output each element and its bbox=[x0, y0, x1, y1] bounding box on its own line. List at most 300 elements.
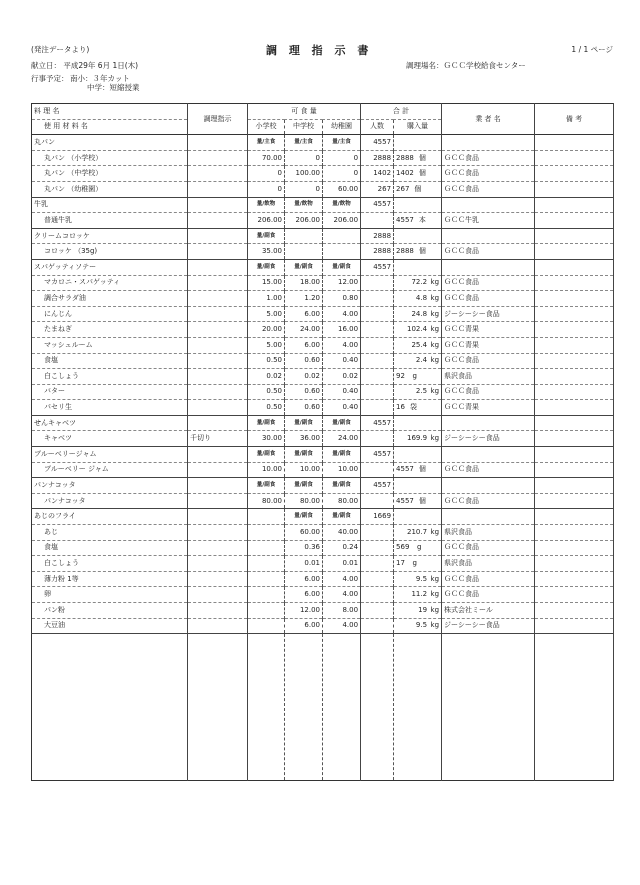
purchase-amount-cell bbox=[394, 431, 442, 447]
header-people: 人数 bbox=[361, 119, 394, 135]
material-name-cell: 白こしょう bbox=[32, 369, 188, 385]
instruction-cell bbox=[188, 509, 248, 525]
header-vendor: 業 者 名 bbox=[442, 104, 535, 135]
header-row-1 bbox=[32, 104, 614, 120]
ingredient-row bbox=[32, 431, 614, 447]
material-name-cell: バター bbox=[32, 384, 188, 400]
ingredient-row bbox=[32, 525, 614, 541]
note-cell bbox=[535, 525, 614, 541]
people-count-cell: 4557 bbox=[361, 415, 394, 431]
purchase-amount-cell bbox=[394, 166, 442, 182]
kindergarten-amount-cell: 8.00 bbox=[323, 603, 361, 619]
header-total: 合 計 bbox=[361, 104, 442, 120]
dish-row bbox=[32, 135, 614, 151]
middle-amount-cell: 1.20 bbox=[285, 291, 323, 307]
vendor-cell bbox=[442, 447, 535, 463]
note-cell bbox=[535, 400, 614, 416]
purchase-unit: g bbox=[412, 559, 417, 568]
purchase-amount-cell bbox=[394, 213, 442, 229]
purchase-amount-cell bbox=[394, 509, 442, 525]
note-cell bbox=[535, 150, 614, 166]
elementary-amount-cell bbox=[248, 587, 285, 603]
purchase-amount-cell bbox=[394, 603, 442, 619]
blank-cell bbox=[248, 634, 285, 781]
elementary-amount-cell: 5.00 bbox=[248, 337, 285, 353]
people-count-cell bbox=[361, 493, 394, 509]
purchase-amount-cell bbox=[394, 525, 442, 541]
vendor-cell: 県沢食品 bbox=[442, 369, 535, 385]
purchase-amount-cell bbox=[394, 259, 442, 275]
people-count-cell bbox=[361, 353, 394, 369]
middle-amount-cell: 量/主食 bbox=[285, 135, 323, 151]
instruction-cell bbox=[188, 244, 248, 260]
vendor-cell bbox=[442, 509, 535, 525]
kindergarten-amount-cell: 16.00 bbox=[323, 322, 361, 338]
note-cell bbox=[535, 540, 614, 556]
elementary-amount-cell bbox=[248, 540, 285, 556]
elementary-amount-cell: 70.00 bbox=[248, 150, 285, 166]
elementary-amount-cell bbox=[248, 556, 285, 572]
instruction-cell bbox=[188, 181, 248, 197]
note-cell bbox=[535, 213, 614, 229]
instruction-cell bbox=[188, 571, 248, 587]
vendor-cell: ＧＣＣ食品 bbox=[442, 571, 535, 587]
purchase-value: 210.7 bbox=[407, 527, 428, 536]
purchase-unit: kg bbox=[430, 325, 440, 334]
purchase-value: 9.5 bbox=[415, 621, 428, 630]
kindergarten-amount-cell: 量/副食 bbox=[323, 259, 361, 275]
people-count-cell: 1669 bbox=[361, 509, 394, 525]
purchase-amount-cell bbox=[394, 618, 442, 634]
vendor-cell: 県沢食品 bbox=[442, 525, 535, 541]
people-count-cell bbox=[361, 400, 394, 416]
kindergarten-amount-cell bbox=[323, 228, 361, 244]
purchase-amount-cell bbox=[394, 478, 442, 494]
blank-cell bbox=[361, 634, 394, 781]
vendor-cell bbox=[442, 415, 535, 431]
blank-cell bbox=[32, 634, 188, 781]
middle-amount-cell: 10.00 bbox=[285, 462, 323, 478]
purchase-unit: kg bbox=[430, 621, 440, 630]
vendor-cell bbox=[442, 259, 535, 275]
material-name-cell: パセリ生 bbox=[32, 400, 188, 416]
kindergarten-amount-cell: 0.02 bbox=[323, 369, 361, 385]
kindergarten-amount-cell bbox=[323, 244, 361, 260]
purchase-amount-cell bbox=[394, 493, 442, 509]
purchase-unit: 個 bbox=[418, 169, 426, 178]
middle-amount-cell: 0.60 bbox=[285, 400, 323, 416]
people-count-cell: 4557 bbox=[361, 478, 394, 494]
note-cell bbox=[535, 415, 614, 431]
purchase-unit: kg bbox=[430, 434, 440, 443]
ingredient-row bbox=[32, 291, 614, 307]
purchase-amount-cell bbox=[394, 540, 442, 556]
kindergarten-amount-cell: 0.40 bbox=[323, 353, 361, 369]
instruction-cell bbox=[188, 213, 248, 229]
people-count-cell bbox=[361, 618, 394, 634]
kindergarten-amount-cell: 0.01 bbox=[323, 556, 361, 572]
event-line-1: 南小：３年カット bbox=[70, 74, 130, 83]
purchase-amount-cell bbox=[394, 337, 442, 353]
instruction-cell bbox=[188, 384, 248, 400]
purchase-amount-cell bbox=[394, 181, 442, 197]
purchase-unit: kg bbox=[430, 309, 440, 318]
instruction-cell bbox=[188, 556, 248, 572]
kindergarten-amount-cell: 0.40 bbox=[323, 384, 361, 400]
elementary-amount-cell: 量/主食 bbox=[248, 135, 285, 151]
people-count-cell: 4557 bbox=[361, 197, 394, 213]
middle-amount-cell: 0.60 bbox=[285, 353, 323, 369]
instruction-cell bbox=[188, 369, 248, 385]
elementary-amount-cell: 10.00 bbox=[248, 462, 285, 478]
material-name-cell: 丸パン bbox=[32, 135, 188, 151]
header-middle: 中学校 bbox=[285, 119, 323, 135]
middle-amount-cell: 100.00 bbox=[285, 166, 323, 182]
note-cell bbox=[535, 556, 614, 572]
vendor-cell bbox=[442, 135, 535, 151]
instruction-cell bbox=[188, 587, 248, 603]
material-name-cell: 白こしょう bbox=[32, 556, 188, 572]
note-cell bbox=[535, 493, 614, 509]
event-label: 行事予定： bbox=[31, 74, 69, 83]
kindergarten-amount-cell: 量/副食 bbox=[323, 415, 361, 431]
purchase-unit: kg bbox=[430, 356, 440, 365]
elementary-amount-cell bbox=[248, 525, 285, 541]
elementary-amount-cell: 量/副食 bbox=[248, 259, 285, 275]
note-cell bbox=[535, 291, 614, 307]
purchase-value: 1402 bbox=[396, 169, 414, 178]
kindergarten-amount-cell: 0.24 bbox=[323, 540, 361, 556]
material-name-cell: たまねぎ bbox=[32, 322, 188, 338]
purchase-value: 72.2 bbox=[411, 278, 428, 287]
note-cell bbox=[535, 603, 614, 619]
people-count-cell bbox=[361, 291, 394, 307]
kindergarten-amount-cell: 40.00 bbox=[323, 525, 361, 541]
vendor-cell: ＧＣＣ青果 bbox=[442, 400, 535, 416]
instruction-cell: 千切り bbox=[188, 431, 248, 447]
instruction-cell bbox=[188, 275, 248, 291]
purchase-value: 17 bbox=[396, 559, 405, 568]
kindergarten-amount-cell: 4.00 bbox=[323, 337, 361, 353]
ingredient-row bbox=[32, 369, 614, 385]
material-name-cell: コロッケ （35g) bbox=[32, 244, 188, 260]
kindergarten-amount-cell: 60.00 bbox=[323, 181, 361, 197]
purchase-unit: 個 bbox=[418, 247, 426, 256]
elementary-amount-cell bbox=[248, 603, 285, 619]
elementary-amount-cell: 80.00 bbox=[248, 493, 285, 509]
material-name-cell: 食塩 bbox=[32, 540, 188, 556]
vendor-cell: ＧＣＣ食品 bbox=[442, 291, 535, 307]
kindergarten-amount-cell: 量/主食 bbox=[323, 135, 361, 151]
instruction-cell bbox=[188, 525, 248, 541]
purchase-amount-cell bbox=[394, 275, 442, 291]
header-menu: 料 理 名 bbox=[32, 104, 188, 120]
purchase-unit: 本 bbox=[418, 215, 426, 224]
purchase-value: 2.5 bbox=[415, 387, 428, 396]
header-instruction: 調理指示 bbox=[188, 104, 248, 135]
elementary-amount-cell: 15.00 bbox=[248, 275, 285, 291]
elementary-amount-cell bbox=[248, 571, 285, 587]
kindergarten-amount-cell: 量/副食 bbox=[323, 447, 361, 463]
material-name-cell: ブルーベリー ジャム bbox=[32, 462, 188, 478]
ingredient-row bbox=[32, 400, 614, 416]
people-count-cell bbox=[361, 556, 394, 572]
vendor-cell: ＧＣＣ食品 bbox=[442, 166, 535, 182]
header-purchase: 購入量 bbox=[394, 119, 442, 135]
purchase-unit: kg bbox=[430, 590, 440, 599]
elementary-amount-cell: 0.50 bbox=[248, 384, 285, 400]
material-name-cell: 調合サラダ油 bbox=[32, 291, 188, 307]
purchase-value: 569 bbox=[396, 543, 410, 552]
middle-amount-cell: 量/副食 bbox=[285, 259, 323, 275]
instruction-cell bbox=[188, 618, 248, 634]
elementary-amount-cell: 量/副食 bbox=[248, 447, 285, 463]
note-cell bbox=[535, 197, 614, 213]
ingredient-row bbox=[32, 540, 614, 556]
people-count-cell: 2888 bbox=[361, 244, 394, 260]
header-edible: 可 食 量 bbox=[248, 104, 361, 120]
note-cell bbox=[535, 244, 614, 260]
middle-amount-cell: 6.00 bbox=[285, 306, 323, 322]
dish-row bbox=[32, 447, 614, 463]
purchase-unit: g bbox=[416, 543, 422, 552]
material-name-cell: 牛乳 bbox=[32, 197, 188, 213]
middle-amount-cell: 80.00 bbox=[285, 493, 323, 509]
purchase-amount-cell bbox=[394, 400, 442, 416]
vendor-cell: ＧＣＣ食品 bbox=[442, 150, 535, 166]
elementary-amount-cell: 0.50 bbox=[248, 353, 285, 369]
instruction-cell bbox=[188, 462, 248, 478]
vendor-cell: ジーシーシー食品 bbox=[442, 431, 535, 447]
middle-amount-cell: 6.00 bbox=[285, 571, 323, 587]
people-count-cell bbox=[361, 431, 394, 447]
material-name-cell: 丸パン （中学校） bbox=[32, 166, 188, 182]
ingredient-row bbox=[32, 462, 614, 478]
ingredient-row bbox=[32, 166, 614, 182]
purchase-value: 4557 bbox=[396, 496, 414, 505]
menu-date: 献立日： 平成29年 6月 1日(木) bbox=[31, 61, 139, 70]
purchase-amount-cell bbox=[394, 353, 442, 369]
note-cell bbox=[535, 431, 614, 447]
people-count-cell bbox=[361, 275, 394, 291]
people-count-cell bbox=[361, 540, 394, 556]
purchase-value: 4.8 bbox=[415, 293, 428, 302]
purchase-unit: kg bbox=[430, 527, 440, 536]
instruction-cell bbox=[188, 415, 248, 431]
instruction-cell bbox=[188, 135, 248, 151]
material-name-cell: 薄力粉 1等 bbox=[32, 571, 188, 587]
instruction-cell bbox=[188, 306, 248, 322]
people-count-cell bbox=[361, 587, 394, 603]
purchase-value: 25.4 bbox=[411, 340, 428, 349]
people-count-cell: 267 bbox=[361, 181, 394, 197]
material-name-cell: にんじん bbox=[32, 306, 188, 322]
purchase-unit: 個 bbox=[418, 496, 426, 505]
middle-amount-cell: 0.60 bbox=[285, 384, 323, 400]
note-cell bbox=[535, 322, 614, 338]
purchase-value: 4557 bbox=[396, 215, 414, 224]
elementary-amount-cell: 量/飲物 bbox=[248, 197, 285, 213]
purchase-unit: 個 bbox=[418, 153, 426, 162]
material-name-cell: あじのフライ bbox=[32, 509, 188, 525]
vendor-cell: ジーシーシー食品 bbox=[442, 306, 535, 322]
document-title: 調 理 指 示 書 bbox=[266, 44, 373, 57]
instruction-cell bbox=[188, 337, 248, 353]
blank-area-row bbox=[32, 634, 614, 781]
vendor-cell: 県沢食品 bbox=[442, 556, 535, 572]
purchase-amount-cell bbox=[394, 571, 442, 587]
purchase-amount-cell bbox=[394, 384, 442, 400]
blank-cell bbox=[285, 634, 323, 781]
blank-cell bbox=[442, 634, 535, 781]
purchase-value: 4557 bbox=[396, 465, 414, 474]
kindergarten-amount-cell: 4.00 bbox=[323, 587, 361, 603]
note-cell bbox=[535, 337, 614, 353]
middle-amount-cell: 36.00 bbox=[285, 431, 323, 447]
material-name-cell: せんキャベツ bbox=[32, 415, 188, 431]
header-kindergarten: 幼稚園 bbox=[323, 119, 361, 135]
ingredient-row bbox=[32, 181, 614, 197]
purchase-amount-cell bbox=[394, 556, 442, 572]
people-count-cell: 4557 bbox=[361, 259, 394, 275]
instruction-cell bbox=[188, 259, 248, 275]
people-count-cell bbox=[361, 525, 394, 541]
ingredient-row bbox=[32, 587, 614, 603]
blank-cell bbox=[188, 634, 248, 781]
vendor-cell: ＧＣＣ青果 bbox=[442, 337, 535, 353]
note-cell bbox=[535, 447, 614, 463]
purchase-unit: 個 bbox=[414, 184, 422, 193]
purchase-amount-cell bbox=[394, 415, 442, 431]
vendor-cell bbox=[442, 478, 535, 494]
material-name-cell: 卵 bbox=[32, 587, 188, 603]
middle-amount-cell: 0.02 bbox=[285, 369, 323, 385]
purchase-amount-cell bbox=[394, 322, 442, 338]
instruction-cell bbox=[188, 447, 248, 463]
kindergarten-amount-cell: 0 bbox=[323, 150, 361, 166]
instruction-cell bbox=[188, 166, 248, 182]
kitchen-name: 調理場名：ＧＣＣ学校給食センター bbox=[406, 61, 526, 70]
instruction-cell bbox=[188, 493, 248, 509]
material-name-cell: マッシュルーム bbox=[32, 337, 188, 353]
elementary-amount-cell: 量/副食 bbox=[248, 478, 285, 494]
vendor-cell bbox=[442, 228, 535, 244]
purchase-amount-cell bbox=[394, 197, 442, 213]
elementary-amount-cell bbox=[248, 618, 285, 634]
dish-row bbox=[32, 228, 614, 244]
note-cell bbox=[535, 384, 614, 400]
people-count-cell: 4557 bbox=[361, 447, 394, 463]
material-name-cell: 丸パン （小学校） bbox=[32, 150, 188, 166]
note-cell bbox=[535, 135, 614, 151]
elementary-amount-cell: 20.00 bbox=[248, 322, 285, 338]
elementary-amount-cell: 量/副食 bbox=[248, 415, 285, 431]
dish-row bbox=[32, 197, 614, 213]
header-elementary: 小学校 bbox=[248, 119, 285, 135]
middle-amount-cell: 6.00 bbox=[285, 337, 323, 353]
ingredient-row bbox=[32, 556, 614, 572]
people-count-cell bbox=[361, 462, 394, 478]
note-cell bbox=[535, 353, 614, 369]
note-cell bbox=[535, 587, 614, 603]
people-count-cell: 4557 bbox=[361, 135, 394, 151]
cooking-instruction-table bbox=[31, 103, 614, 781]
people-count-cell: 1402 bbox=[361, 166, 394, 182]
kindergarten-amount-cell: 量/副食 bbox=[323, 478, 361, 494]
middle-amount-cell: 量/副食 bbox=[285, 447, 323, 463]
note-cell bbox=[535, 259, 614, 275]
purchase-value: 2.4 bbox=[415, 356, 428, 365]
people-count-cell bbox=[361, 337, 394, 353]
kindergarten-amount-cell: 量/飲物 bbox=[323, 197, 361, 213]
purchase-value: 169.9 bbox=[407, 434, 428, 443]
middle-amount-cell: 60.00 bbox=[285, 525, 323, 541]
kindergarten-amount-cell: 12.00 bbox=[323, 275, 361, 291]
purchase-value: 9.5 bbox=[415, 574, 428, 583]
ingredient-row bbox=[32, 275, 614, 291]
people-count-cell bbox=[361, 306, 394, 322]
instruction-cell bbox=[188, 150, 248, 166]
middle-amount-cell: 6.00 bbox=[285, 618, 323, 634]
vendor-cell: 株式会社ミール bbox=[442, 603, 535, 619]
vendor-cell: ＧＣＣ食品 bbox=[442, 587, 535, 603]
note-cell bbox=[535, 275, 614, 291]
purchase-amount-cell bbox=[394, 244, 442, 260]
vendor-cell: ＧＣＣ食品 bbox=[442, 244, 535, 260]
purchase-value: 2888 bbox=[396, 153, 414, 162]
note-cell bbox=[535, 166, 614, 182]
kindergarten-amount-cell: 206.00 bbox=[323, 213, 361, 229]
dish-row bbox=[32, 259, 614, 275]
elementary-amount-cell: 5.00 bbox=[248, 306, 285, 322]
event-line-2: 中学：短縮授業 bbox=[87, 83, 140, 92]
instruction-cell bbox=[188, 197, 248, 213]
purchase-value: 11.2 bbox=[411, 590, 428, 599]
material-name-cell: 大豆油 bbox=[32, 618, 188, 634]
middle-amount-cell: 量/副食 bbox=[285, 478, 323, 494]
vendor-cell: ＧＣＣ食品 bbox=[442, 493, 535, 509]
middle-amount-cell: 量/飲物 bbox=[285, 197, 323, 213]
instruction-cell bbox=[188, 400, 248, 416]
page-number: 1 / 1 ページ bbox=[571, 45, 613, 54]
purchase-unit: g bbox=[412, 371, 417, 380]
ingredient-row bbox=[32, 618, 614, 634]
instruction-cell bbox=[188, 228, 248, 244]
material-name-cell: マカロニ・スパゲッティ bbox=[32, 275, 188, 291]
ingredient-row bbox=[32, 384, 614, 400]
middle-amount-cell: 0.36 bbox=[285, 540, 323, 556]
elementary-amount-cell: 30.00 bbox=[248, 431, 285, 447]
note-cell bbox=[535, 369, 614, 385]
purchase-value: 92 bbox=[396, 371, 405, 380]
elementary-amount-cell: 量/副食 bbox=[248, 228, 285, 244]
kindergarten-amount-cell: 0 bbox=[323, 166, 361, 182]
purchase-value: 267 bbox=[396, 184, 410, 193]
purchase-amount-cell bbox=[394, 462, 442, 478]
note-cell bbox=[535, 571, 614, 587]
purchase-amount-cell bbox=[394, 135, 442, 151]
people-count-cell bbox=[361, 369, 394, 385]
vendor-cell: ＧＣＣ食品 bbox=[442, 275, 535, 291]
kindergarten-amount-cell: 4.00 bbox=[323, 571, 361, 587]
elementary-amount-cell bbox=[248, 509, 285, 525]
purchase-amount-cell bbox=[394, 447, 442, 463]
middle-amount-cell: 206.00 bbox=[285, 213, 323, 229]
material-name-cell: パンナコッタ bbox=[32, 478, 188, 494]
instruction-cell bbox=[188, 540, 248, 556]
ingredient-row bbox=[32, 603, 614, 619]
dish-row bbox=[32, 509, 614, 525]
